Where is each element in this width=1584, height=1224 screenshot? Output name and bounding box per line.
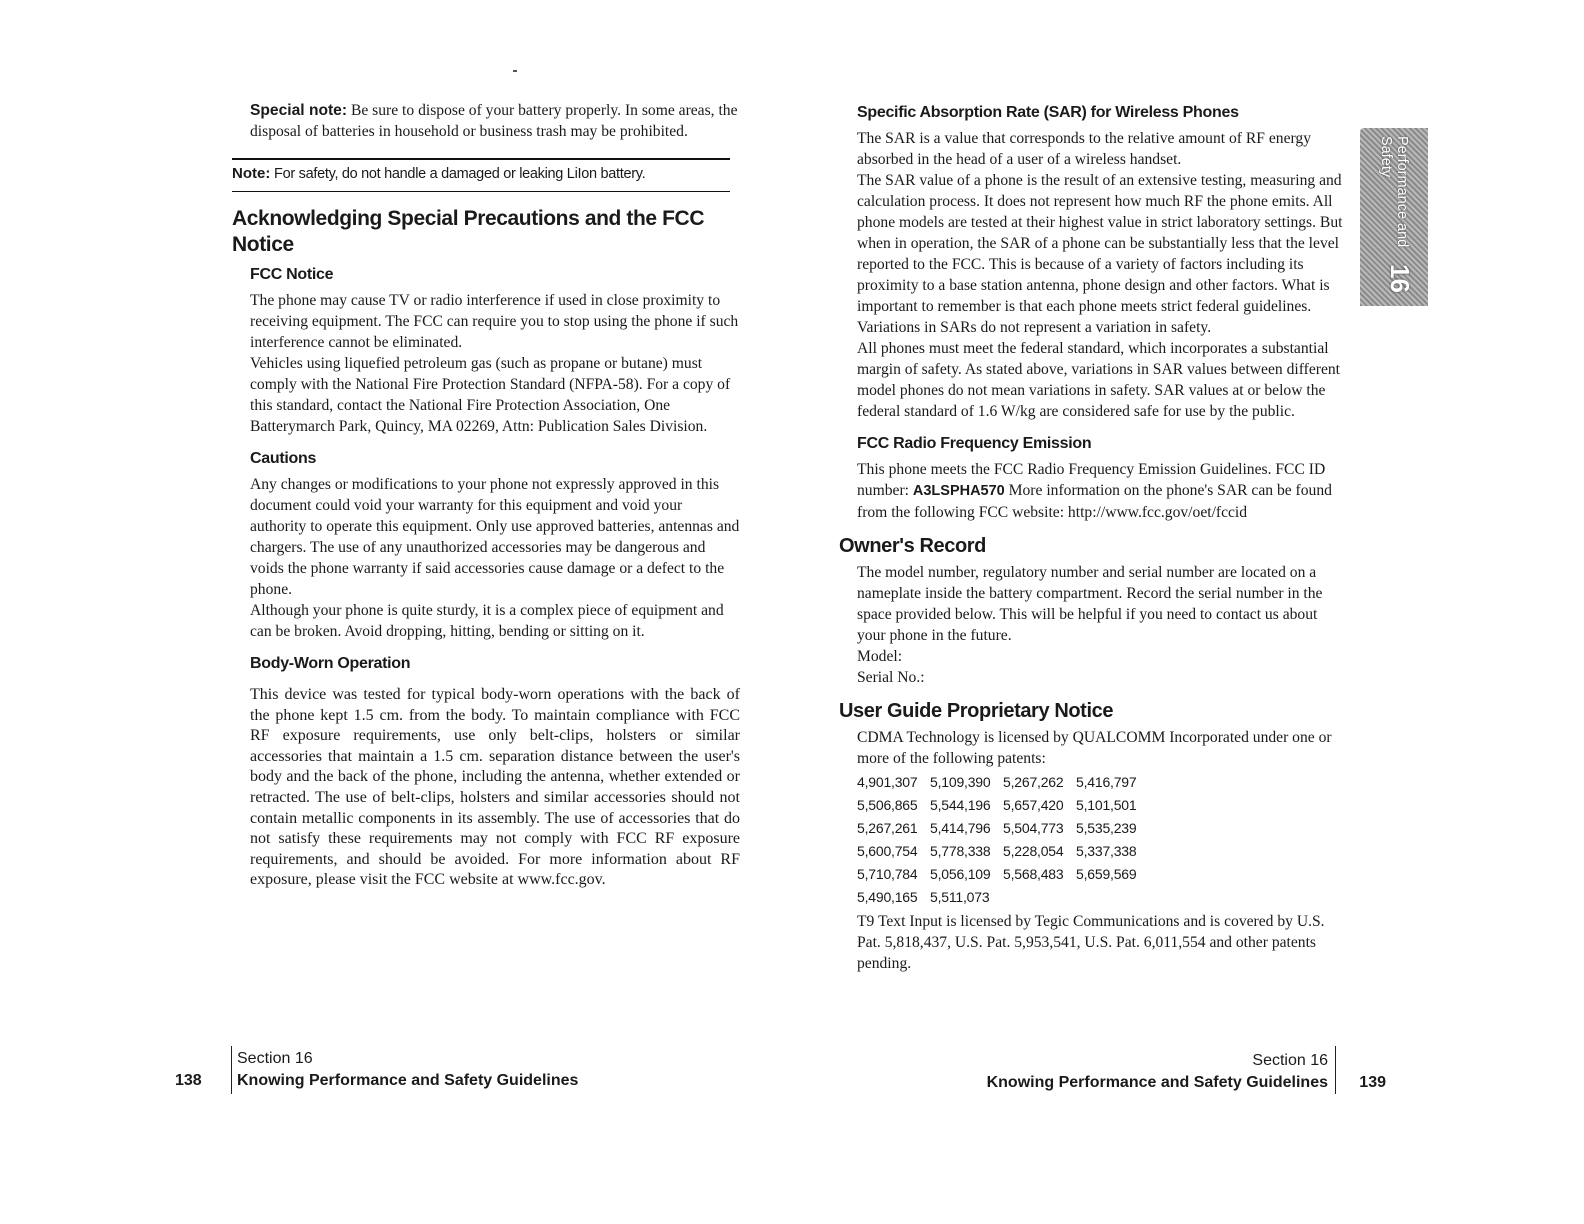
patent-number: 5,056,109 bbox=[930, 866, 991, 882]
patent-number: 5,535,239 bbox=[1076, 820, 1137, 836]
patent-number: 5,101,501 bbox=[1076, 797, 1137, 813]
note-text: For safety, do not handle a damaged or leaking LiIon battery. bbox=[270, 166, 646, 182]
patent-number: 5,337,338 bbox=[1076, 843, 1137, 859]
proprietary-notice-title: User Guide Proprietary Notice bbox=[839, 700, 1114, 722]
patent-row bbox=[857, 863, 1347, 886]
section-side-tab bbox=[1360, 128, 1428, 306]
patent-number: 5,228,054 bbox=[1003, 843, 1064, 859]
fcc-notice-title: FCC Notice bbox=[250, 266, 334, 283]
patent-number: 5,657,420 bbox=[1003, 797, 1064, 813]
right-footer bbox=[900, 1046, 1400, 1096]
patent-number: 5,659,569 bbox=[1076, 866, 1137, 882]
patent-number: 5,506,865 bbox=[857, 797, 918, 813]
left-footer-title: Knowing Performance and Safety Guidelines bbox=[237, 1072, 579, 1089]
patent-number: 5,600,754 bbox=[857, 843, 918, 859]
patent-number: 5,544,196 bbox=[930, 797, 991, 813]
sar-paragraph-1: The SAR is a value that corresponds to the relative amount of RF energy absorbed in the head of a user of a wireless handset. bbox=[857, 130, 1311, 168]
patent-number: 5,710,784 bbox=[857, 866, 918, 882]
patent-number: 4,901,307 bbox=[857, 774, 918, 790]
patent-number: 5,504,773 bbox=[1003, 820, 1064, 836]
note-label: Note: bbox=[232, 165, 271, 182]
special-note-text: Be sure to dispose of your battery properly. In some areas, the disposal of batteries in household or business trash may be prohibited. bbox=[250, 102, 738, 140]
patent-row bbox=[857, 817, 1347, 840]
patent-number: 5,778,338 bbox=[930, 843, 991, 859]
model-label: Model: bbox=[857, 648, 903, 665]
owners-record-title: Owner's Record bbox=[839, 535, 986, 557]
side-tab-label: Performance and Safety bbox=[1378, 136, 1410, 248]
special-note bbox=[250, 100, 740, 142]
left-page-number: 138 bbox=[175, 1072, 202, 1089]
patent-number: 5,416,797 bbox=[1076, 774, 1137, 790]
fcc-rf-text-before: This phone meets the FCC Radio Frequency Emission Guidelines. FCC ID number: bbox=[857, 461, 1326, 499]
patent-number: 5,267,261 bbox=[857, 820, 918, 836]
cautions-paragraph-2: Although your phone is quite sturdy, it is a complex piece of equipment and can be broken. Avoid dropping, hitting, bending or sitting on it. bbox=[250, 602, 724, 640]
left-page bbox=[232, 100, 740, 891]
body-worn-paragraph: This device was tested for typical body-worn operations with the back of the phone kept 1.5 cm. from the body. To maintain compliance with FCC RF exposure requirements, use only belt-clips, holsters or similar accessories that maintain a 1.5 cm. separation distance between the user's body and the back of the phone, including the antenna, whether extended or retracted. The use of belt-clips, holsters and similar accessories should not contain metallic components in its assembly. The use of accessories that do not satisfy these requirements may not comply with FCC RF exposure requirements, and should be avoided. For more information about RF exposure, please visit the FCC website at www.fcc.gov. bbox=[250, 686, 740, 889]
patent-row bbox=[857, 840, 1347, 863]
sar-title: Specific Absorption Rate (SAR) for Wireless Phones bbox=[857, 104, 1239, 121]
fcc-notice-paragraph-2: Vehicles using liquefied petroleum gas (such as propane or butane) must comply with the National Fire Protection Standard (NFPA-58). For a copy of this standard, contact the National Fire Protection Association, One Batterymarch Park, Quincy, MA 02269, Attn: Publication Sales Division. bbox=[250, 355, 731, 435]
sar-paragraph-2: The SAR value of a phone is the result of an extensive testing, measuring and calculation process. It does not represent how much RF the phone emits. All phone models are tested at their highest value in strict laboratory settings. But when in operation, the SAR of a phone can be substantially less that the level reported to the FCC. This is because of a variety of factors including its proximity to a base station antenna, phone design and other factors. What is important to remember is that each phone meets strict federal guidelines. Variations in SARs do not represent a variation in safety. bbox=[857, 172, 1343, 336]
section-heading: Acknowledging Special Precautions and the FCC Notice bbox=[232, 207, 705, 256]
right-page bbox=[839, 100, 1347, 974]
sar-paragraph-3: All phones must meet the federal standard, which incorporates a substantial margin of safety. As stated above, variations in SAR values between different model phones do not mean variations in safety. SAR values at or below the federal standard of 1.6 W/kg are considered safe for use by the public. bbox=[857, 340, 1340, 420]
safety-note-box bbox=[232, 158, 730, 192]
fcc-rf-text-after: More information on the phone's SAR can be found from the following FCC website: http://www.fcc.gov/oet/fccid bbox=[857, 482, 1332, 521]
fcc-rf-paragraph bbox=[857, 459, 1347, 523]
scan-speck bbox=[513, 70, 517, 72]
right-footer-title: Knowing Performance and Safety Guidelines bbox=[986, 1074, 1328, 1091]
patent-number: 5,109,390 bbox=[930, 774, 991, 790]
fcc-rf-title: FCC Radio Frequency Emission bbox=[857, 435, 1092, 452]
owners-record-paragraph: The model number, regulatory number and serial number are located on a nameplate inside the battery compartment. Record the serial number in the space provided below. This will be helpful if you need to contact us about your phone in the future. bbox=[857, 564, 1323, 644]
cautions-paragraph-1: Any changes or modifications to your phone not expressly approved in this document could void your warranty for this equipment and void your authority to operate this equipment. Only use approved batteries, antennas and chargers. The use of any unauthorized accessories may be dangerous and voids the phone warranty if said accessories cause damage or a defect to the phone. bbox=[250, 476, 740, 598]
cautions-title: Cautions bbox=[250, 450, 317, 467]
patent-list bbox=[857, 771, 1347, 909]
patent-number: 5,414,796 bbox=[930, 820, 991, 836]
patent-row bbox=[857, 771, 1347, 794]
patent-row bbox=[857, 886, 1347, 909]
left-footer-divider bbox=[231, 1046, 232, 1094]
side-tab-number: 16 bbox=[1385, 264, 1415, 293]
right-footer-section: Section 16 bbox=[1252, 1052, 1328, 1069]
special-note-label: Special note: bbox=[250, 102, 348, 119]
patent-number: 5,267,262 bbox=[1003, 774, 1064, 790]
fcc-notice-paragraph-1: The phone may cause TV or radio interference if used in close proximity to receiving equipment. The FCC can require you to stop using the phone if such interference cannot be eliminated. bbox=[250, 292, 739, 351]
patent-row bbox=[857, 794, 1347, 817]
body-worn-title: Body-Worn Operation bbox=[250, 655, 411, 672]
left-footer-section: Section 16 bbox=[237, 1050, 313, 1067]
fcc-id: A3LSPHA570 bbox=[912, 483, 1005, 499]
right-footer-divider bbox=[1335, 1046, 1336, 1094]
proprietary-paragraph-1: CDMA Technology is licensed by QUALCOMM Incorporated under one or more of the following patents: bbox=[857, 729, 1332, 767]
patent-number: 5,568,483 bbox=[1003, 866, 1064, 882]
patent-number: 5,490,165 bbox=[857, 889, 918, 905]
proprietary-paragraph-2: T9 Text Input is licensed by Tegic Communications and is covered by U.S. Pat. 5,818,437, U.S. Pat. 5,953,541, U.S. Pat. 6,011,554 and other patents pending. bbox=[857, 913, 1325, 972]
patent-number: 5,511,073 bbox=[930, 889, 990, 905]
serial-label: Serial No.: bbox=[857, 669, 925, 686]
right-page-number: 139 bbox=[1359, 1074, 1386, 1091]
